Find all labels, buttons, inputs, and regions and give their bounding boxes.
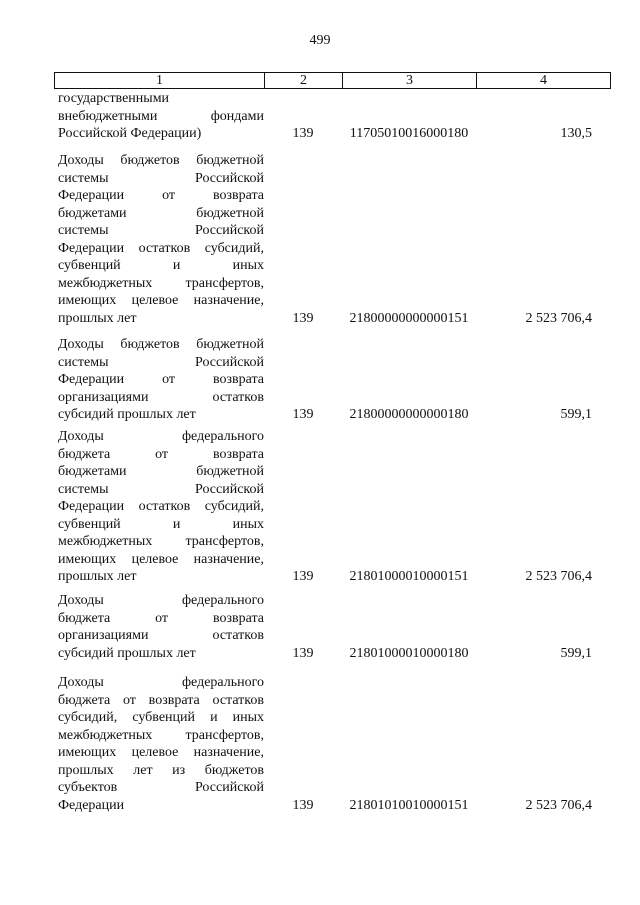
description-line: Доходы бюджетов бюджетной [58, 337, 264, 352]
row-budget-code: 21801000010000151 [349, 569, 469, 584]
description-line: межбюджетных трансфертов, [58, 727, 264, 743]
description-line: Доходы федерального [58, 593, 264, 608]
description-line: системы Российской [58, 481, 264, 497]
row-budget-code: 21801000010000180 [349, 645, 469, 661]
description-line: организациями остатков [58, 389, 264, 405]
row-code: 139 [292, 126, 314, 141]
row-code: 139 [292, 569, 314, 584]
description-line: Доходы федерального [58, 675, 264, 690]
description-line: Доходы бюджетов бюджетной [58, 153, 264, 168]
column-header-3: 3 [343, 73, 477, 89]
description-line: бюджета от возврата [58, 446, 264, 462]
row-amount: 130,5 [560, 126, 592, 141]
row-budget-code: 11705010016000180 [349, 126, 469, 141]
description-line: Федерации от возврата [58, 372, 264, 387]
table-row [54, 90, 610, 143]
column-header-2: 2 [265, 73, 343, 89]
column-header-table [54, 72, 611, 89]
description-line: Доходы федерального [58, 429, 264, 444]
description-line: Федерации остатков субсидий, [58, 499, 264, 514]
description-line: имеющих целевое назначение, [58, 745, 264, 760]
row-description [58, 674, 264, 814]
row-code: 139 [292, 310, 314, 326]
row-description [58, 90, 264, 143]
description-line: системы Российской [58, 354, 264, 370]
description-line: субсидий прошлых лет [58, 407, 196, 422]
row-budget-code: 21800000000000180 [349, 407, 469, 422]
table-row [54, 674, 610, 814]
row-amount: 599,1 [560, 407, 592, 422]
description-line: субвенций и иных [58, 258, 264, 273]
description-line: бюджетами бюджетной [58, 464, 264, 479]
description-line: прошлых лет из бюджетов [58, 762, 264, 778]
description-line: государственными [58, 91, 170, 106]
description-line: имеющих целевое назначение, [58, 293, 264, 308]
row-description [58, 592, 264, 662]
row-amount: 599,1 [560, 645, 592, 661]
table-row [54, 152, 610, 327]
column-header-4: 4 [477, 73, 611, 89]
description-line: субъектов Российской [58, 780, 264, 795]
row-amount: 2 523 706,4 [525, 310, 592, 326]
description-line: субсидий прошлых лет [58, 645, 196, 661]
description-line: Федерации от возврата [58, 188, 264, 203]
description-line: системы Российской [58, 170, 264, 186]
row-description [58, 152, 264, 327]
row-code: 139 [292, 797, 314, 813]
table-row [54, 428, 610, 586]
description-line: субсидий, субвенций и иных [58, 710, 264, 725]
description-line: имеющих целевое назначение, [58, 551, 264, 567]
description-line: прошлых лет [58, 569, 137, 584]
description-line: бюджетами бюджетной [58, 205, 264, 221]
row-amount: 2 523 706,4 [525, 569, 592, 584]
row-code: 139 [292, 645, 314, 661]
description-line: Федерации остатков субсидий, [58, 240, 264, 256]
row-description [58, 428, 264, 586]
page-number: 499 [309, 33, 331, 48]
description-line: бюджета от возврата [58, 610, 264, 626]
description-line: внебюджетными фондами [58, 108, 264, 124]
description-line: бюджета от возврата остатков [58, 692, 264, 708]
row-amount: 2 523 706,4 [525, 797, 592, 813]
row-budget-code: 21800000000000151 [349, 310, 469, 326]
column-header-1: 1 [55, 73, 265, 89]
description-line: организациями остатков [58, 628, 264, 643]
description-line: межбюджетных трансфертов, [58, 534, 264, 549]
description-line: межбюджетных трансфертов, [58, 275, 264, 291]
row-code: 139 [292, 407, 314, 422]
description-line: прошлых лет [58, 310, 137, 326]
description-line: системы Российской [58, 223, 264, 238]
description-line: субвенций и иных [58, 516, 264, 532]
table-row [54, 336, 610, 424]
description-line: Федерации [58, 797, 125, 813]
table-row [54, 592, 610, 662]
row-description [58, 336, 264, 424]
row-budget-code: 21801010010000151 [349, 797, 469, 813]
description-line: Российской Федерации) [58, 126, 202, 141]
